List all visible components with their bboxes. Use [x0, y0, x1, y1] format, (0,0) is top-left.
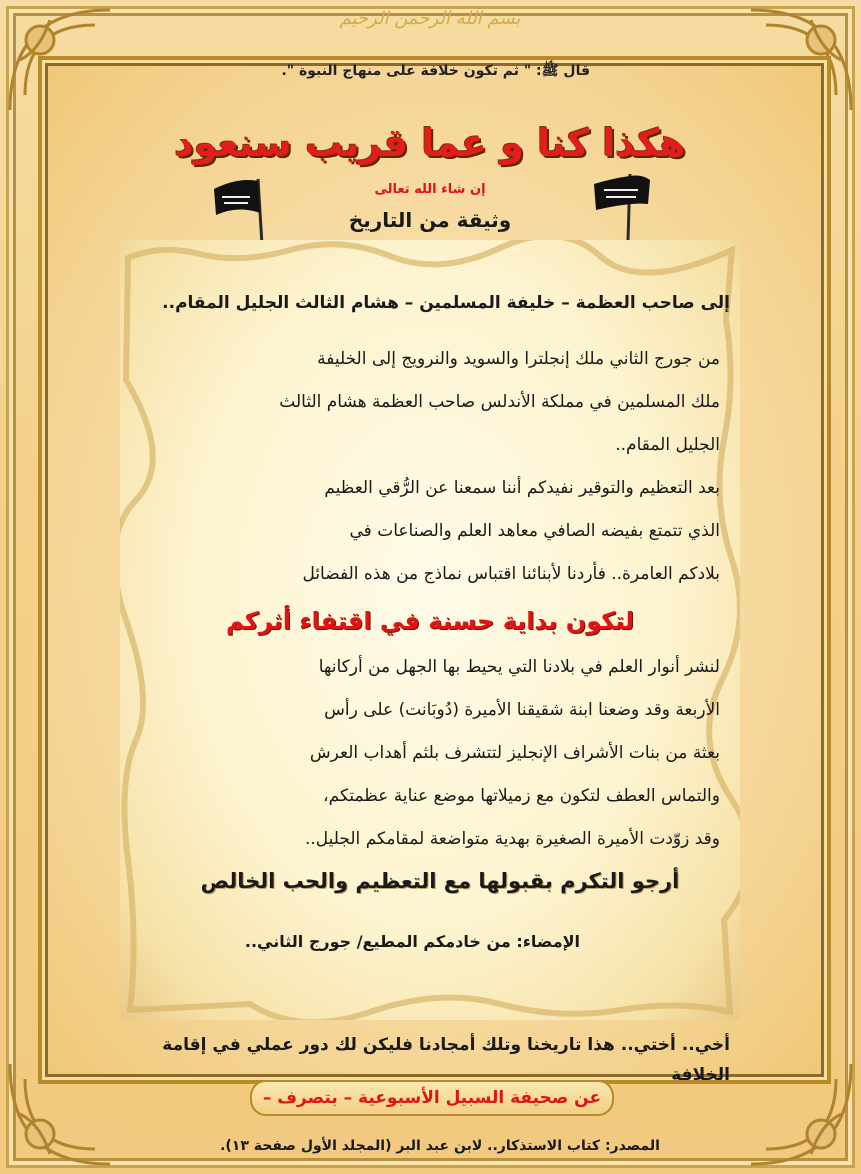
letter-line: والتماس العطف لتكون مع زميلاتها موضع عناية عظمتكم،	[323, 786, 720, 806]
letter-line: الذي تتمتع بفيضه الصافي معاهد العلم والصناعات في	[349, 521, 720, 541]
reference-footnote: المصدر: كتاب الاستذكار.. لابن عبد البر (المجلد الأول صفحة ١٣).	[220, 1138, 660, 1154]
letter-signature: الإمضاء: من خادمكم المطيع/ جورج الثاني..	[244, 932, 580, 951]
document-subtitle: وثيقة من التاريخ	[348, 208, 512, 232]
letter-line: وقد زوّدت الأميرة الصغيرة بهدية متواضعة لمقامكم الجليل..	[304, 829, 720, 849]
letter-line: الجليل المقام..	[615, 435, 720, 455]
newspaper-source: عن صحيفة السبيل الأسبوعية – بتصرف –	[250, 1080, 614, 1116]
letter-line: ملك المسلمين في مملكة الأندلس صاحب العظمة هشام الثالث	[279, 392, 720, 412]
letter-line: بلادكم العامرة.. فأردنا لأبنائنا اقتباس نماذج من هذه الفضائل	[302, 564, 720, 584]
highlight-red-line: لتكون بداية حسنة في اقتفاء أثركم	[225, 607, 635, 635]
black-flag-icon	[208, 175, 272, 247]
basmala-calligraphy: بسم الله الرحمن الرحيم	[339, 8, 521, 29]
letter-addressee: إلى صاحب العظمة – خليفة المسلمين – هشام الثالث الجليل المقام..	[162, 293, 730, 313]
letter-line: الأربعة وقد وضعنا ابنة شقيقنا الأميرة (دُوبَانت) على رأس	[324, 700, 720, 720]
letter-line: من جورج الثاني ملك إنجلترا والسويد والنرويج إلى الخليفة	[317, 349, 720, 369]
black-flag-icon	[590, 170, 654, 242]
letter-line: بعد التعظيم والتوقير نفيدكم أننا سمعنا عن الرُّقي العظيم	[324, 478, 720, 498]
insha-allah-subtitle: إن شاء الله تعالى	[374, 182, 486, 197]
letter-line: بعثة من بنات الأشراف الإنجليز لتتشرف بلثم أهداب العرش	[309, 743, 720, 763]
letter-line: لنشر أنوار العلم في بلادنا التي يحيط بها الجهل من أركانها	[318, 657, 720, 677]
letter-closing: أرجو التكرم بقبولها مع التعظيم والحب الخالص	[200, 869, 680, 893]
main-title: هكذا كنا و عما قريب سنعود	[174, 121, 686, 165]
call-to-action-note: أخي.. أختي.. هذا تاريخنا وتلك أمجادنا فليكن لك دور عملي في إقامة الخلافة	[162, 1035, 730, 1085]
hadith-quote: قال ﷺ: " ثم تكون خلافة على منهاج النبوة ".	[281, 63, 590, 79]
